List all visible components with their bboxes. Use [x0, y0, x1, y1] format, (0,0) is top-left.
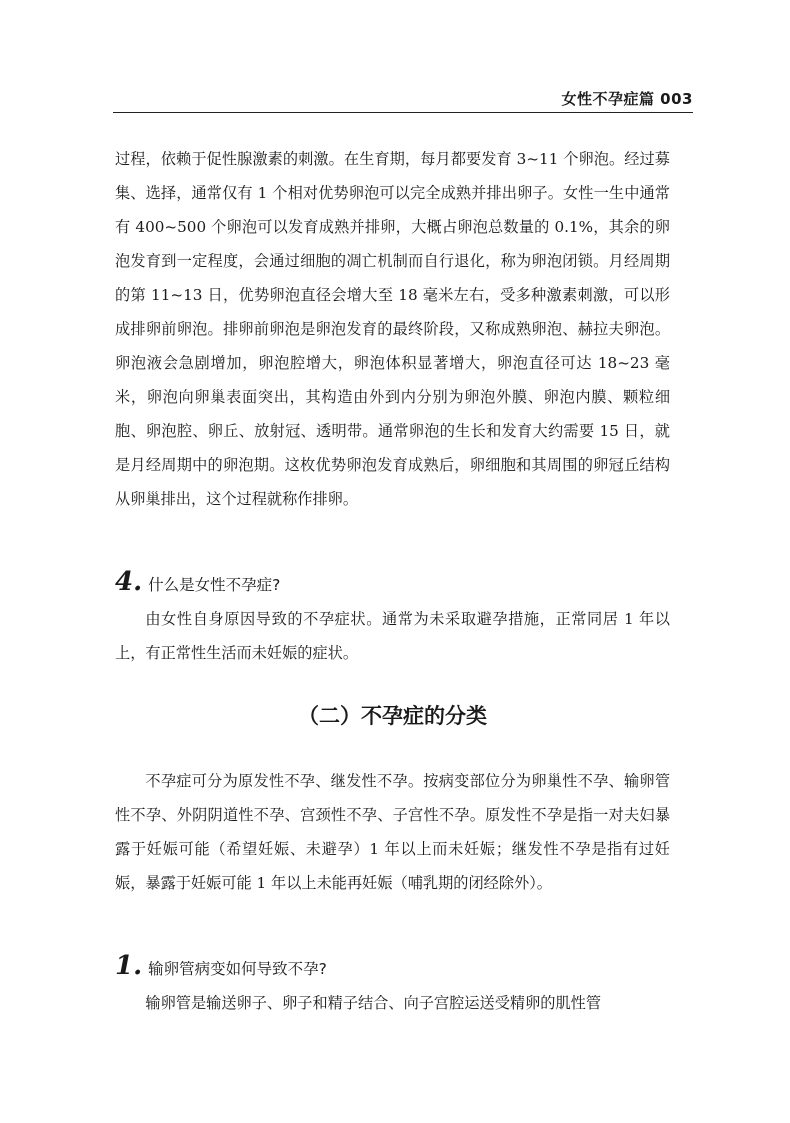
question-1-number: 1. — [115, 951, 143, 981]
page-body — [115, 142, 670, 1020]
body-paragraph-1: 过程，依赖于促性腺激素的刺激。在生育期，每月都要发育 3~11 个卵泡。经过募集、选择，通常仅有 1 个相对优势卵泡可以完全成熟并排出卵子。女性一生中通常有 400~500 个卵泡可以发育成熟并排卵，大概占卵泡总数量的 0.1%，其余的卵泡发育到一定程度，会通过细胞的凋亡机制而自行退化，称为卵泡闭锁。月经周期的第 11~13 日，优势卵泡直径会增大至 18 毫米左右，受多种激素刺激，可以形成排卵前卵泡。排卵前卵泡是卵泡发育的最终阶段，又称成熟卵泡、赫拉夫卵泡。卵泡液会急剧增加，卵泡腔增大，卵泡体积显著增大，卵泡直径可达 18~23 毫米，卵泡向卵巢表面突出，其构造由外到内分别为卵泡外膜、卵泡内膜、颗粒细胞、卵泡腔、卵丘、放射冠、透明带。通常卵泡的生长和发育大约需要 15 日，就是月经周期中的卵泡期。这枚优势卵泡发育成熟后，卵细胞和其周围的卵冠丘结构从卵巢排出，这个过程就称作排卵。 — [115, 150, 670, 508]
header-rule — [113, 112, 693, 113]
body-paragraph-3: 不孕症可分为原发性不孕、继发性不孕。按病变部位分为卵巢性不孕、输卵管性不孕、外阴阴道性不孕、宫颈性不孕、子宫性不孕。原发性不孕是指一对夫妇暴露于妊娠可能（希望妊娠、未避孕）1 年以上而未妊娠；继发性不孕是指有过妊娠，暴露于妊娠可能 1 年以上未能再妊娠（哺乳期的闭经除外）。 — [115, 772, 670, 892]
question-1-heading — [115, 946, 670, 986]
question-1-title: 输卵管病变如何导致不孕? — [148, 960, 327, 978]
question-4-title: 什么是女性不孕症? — [148, 576, 281, 594]
question-4-number: 4. — [115, 567, 143, 597]
question-4-heading — [115, 562, 670, 602]
body-paragraph-2: 由女性自身原因导致的不孕症状。通常为未采取避孕措施，正常同居 1 年以上，有正常性生活而未妊娠的症状。 — [115, 610, 670, 662]
body-paragraph-4: 输卵管是输送卵子、卵子和精子结合、向子宫腔运送受精卵的肌性管 — [145, 994, 602, 1012]
section-heading: （二）不孕症的分类 — [298, 704, 487, 728]
running-header: 女性不孕症篇 003 — [561, 90, 693, 108]
